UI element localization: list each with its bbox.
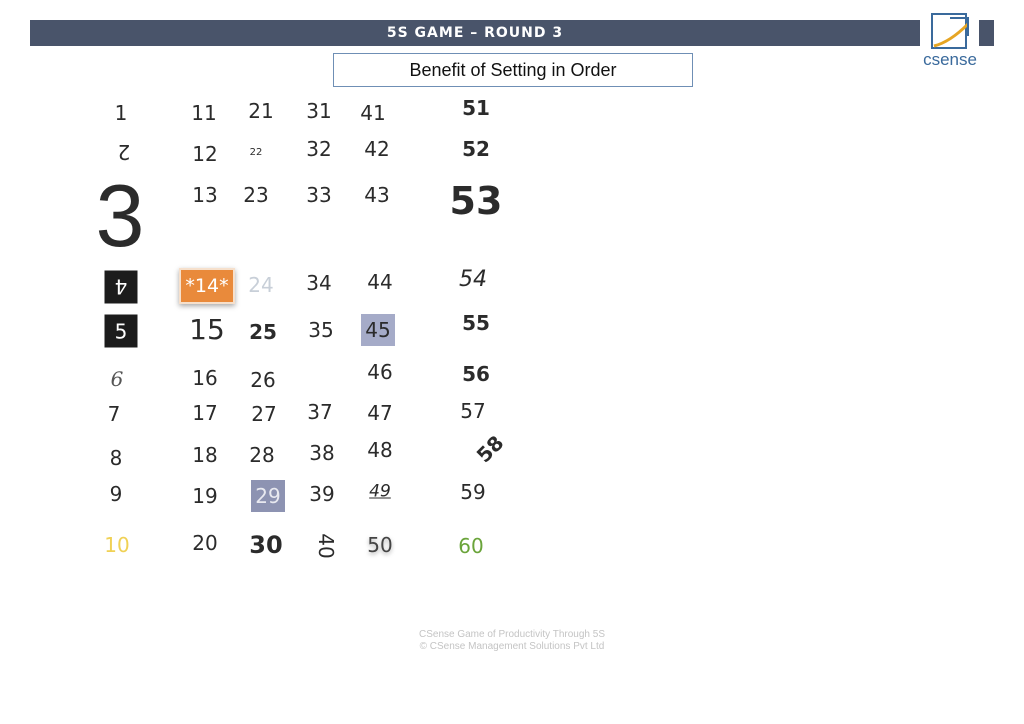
- grid-number: 6: [110, 367, 124, 391]
- grid-number: 27: [251, 402, 277, 426]
- grid-number: 13: [192, 183, 218, 207]
- footer-line-2: © CSense Management Solutions Pvt Ltd: [419, 641, 605, 652]
- grid-number: 40: [314, 533, 338, 559]
- grid-number: 41: [360, 101, 386, 125]
- grid-number: 51: [462, 96, 490, 120]
- grid-number: 20: [192, 531, 218, 555]
- grid-number: 1: [114, 101, 128, 125]
- logo-mark-icon: [930, 12, 970, 52]
- subtitle: Benefit of Setting in Order: [409, 59, 617, 80]
- grid-number: 45: [361, 314, 395, 346]
- grid-number: 47: [367, 401, 393, 425]
- grid-number: 24: [248, 273, 274, 297]
- grid-number: 5: [105, 315, 138, 348]
- grid-number: 55: [462, 311, 490, 335]
- grid-number: 25: [249, 320, 277, 344]
- grid-number: 30: [249, 531, 283, 559]
- grid-number: 9: [109, 482, 123, 506]
- grid-number: 53: [449, 179, 503, 223]
- grid-number: 46: [367, 360, 393, 384]
- grid-number: 60: [458, 534, 484, 558]
- header-bar: [30, 20, 920, 46]
- grid-number: 33: [306, 183, 332, 207]
- grid-number: 4: [105, 271, 138, 304]
- grid-number: 32: [306, 137, 332, 161]
- grid-number: 28: [249, 443, 275, 467]
- grid-number: 12: [192, 142, 218, 166]
- grid-number: 10: [104, 533, 130, 557]
- grid-number: 26: [250, 368, 276, 392]
- subtitle-box: [333, 53, 693, 87]
- grid-number: 37: [307, 400, 333, 424]
- grid-number: 49: [369, 481, 391, 502]
- grid-number: 19: [192, 484, 218, 508]
- grid-number: 44: [367, 270, 393, 294]
- grid-number: 22: [249, 147, 263, 158]
- grid-number: 39: [309, 482, 335, 506]
- grid-number: 43: [364, 183, 390, 207]
- grid-number: 7: [107, 402, 121, 426]
- grid-number: 15: [189, 313, 225, 346]
- grid-number: 38: [309, 441, 335, 465]
- grid-number: 50: [367, 533, 393, 557]
- grid-number: 21: [248, 99, 274, 123]
- grid-number: 56: [462, 362, 490, 386]
- grid-number: 52: [462, 137, 490, 161]
- grid-number: 11: [191, 101, 217, 125]
- grid-number: 3: [95, 166, 145, 265]
- grid-number: 57: [460, 399, 486, 423]
- grid-number: 31: [306, 99, 332, 123]
- grid-number: 48: [367, 438, 393, 462]
- grid-number: 59: [460, 480, 486, 504]
- logo-text: csense: [923, 50, 977, 69]
- grid-number: 58: [471, 430, 509, 468]
- logo: [918, 10, 982, 72]
- page-title: 5S GAME – ROUND 3: [386, 25, 564, 41]
- grid-number: 54: [459, 267, 487, 292]
- grid-number-highlighted: *14*: [179, 268, 235, 304]
- grid-number: 17: [192, 401, 218, 425]
- grid-number: 42: [364, 137, 390, 161]
- footer-line-1: CSense Game of Productivity Through 5S: [418, 629, 606, 640]
- grid-number: 2: [117, 140, 131, 164]
- grid-number: 16: [192, 366, 218, 390]
- grid-number: 29: [251, 480, 285, 512]
- grid-number: 34: [306, 271, 332, 295]
- grid-number: 18: [192, 443, 218, 467]
- grid-number: 8: [109, 446, 123, 470]
- grid-number: 35: [308, 318, 334, 342]
- grid-number: 23: [243, 183, 269, 207]
